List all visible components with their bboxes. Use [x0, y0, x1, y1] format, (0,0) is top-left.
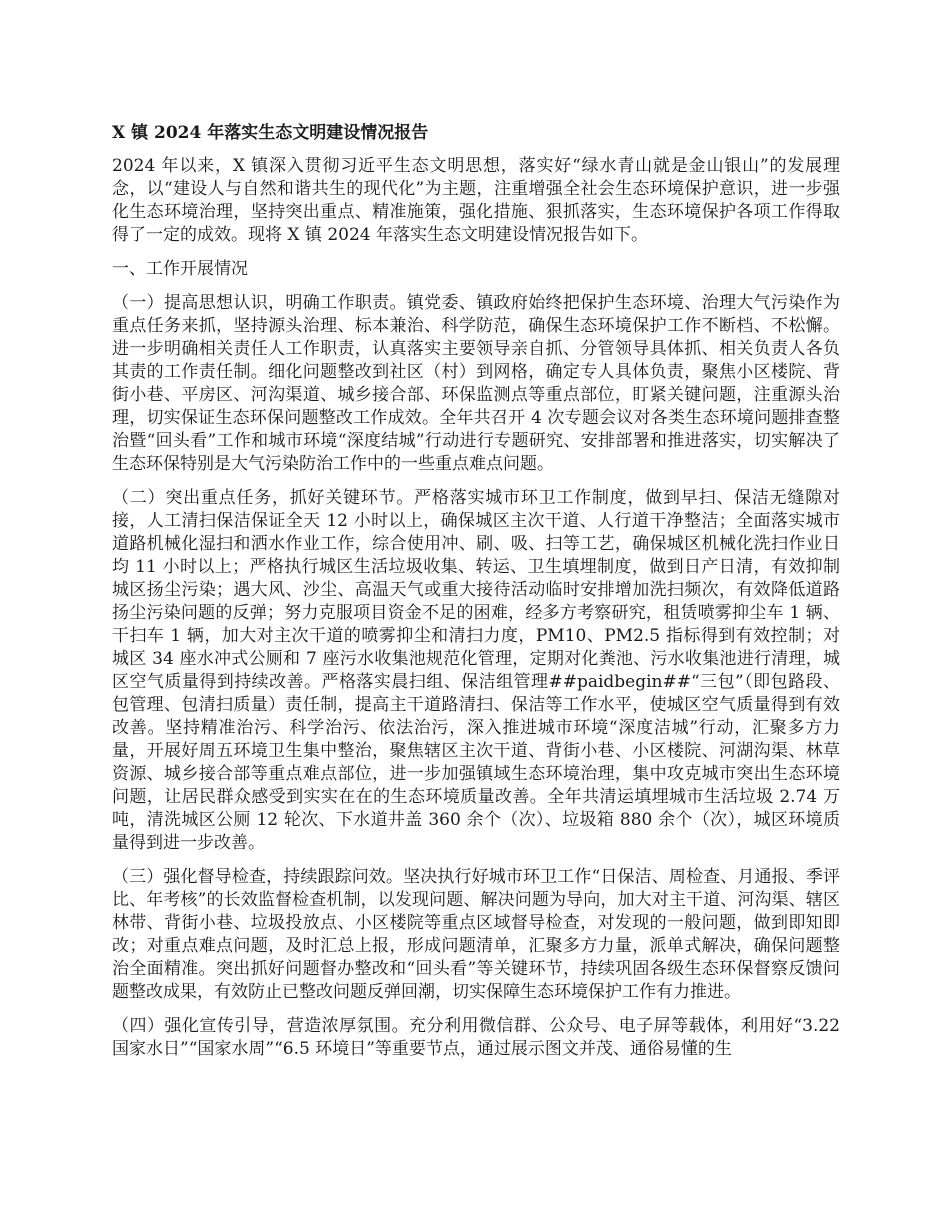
paragraph-4: （四）强化宣传引导，营造浓厚氛围。充分利用微信群、公众号、电子屏等载体，利用好“3.22 国家水日”“国家水周”“6.5 环境日”等重要节点，通过展示图文并茂、通俗易懂的生 — [112, 1016, 840, 1059]
paragraph-2: （二）突出重点任务，抓好关键环节。严格落实城市环卫工作制度，做到早扫、保洁无缝隙对接，人工清扫保洁保证全天 12 小时以上，确保城区主次干道、人行道干净整洁；全面落实城市道路机械化湿扫和洒水作业工作，综合使用冲、刷、吸、扫等工艺，确保城区机械化洗扫作业日均 11 小时以上；严格执行城区生活垃圾收集、转运、卫生填埋制度，做到日产日清，有效抑制城区扬尘污染；遇大风、沙尘、高温天气或重大接待活动临时安排增加洗扫频次，有效降低道路扬尘污染问题的反弹；努力克服项目资金不足的困难，经多方考察研究，租赁喷雾抑尘车 1 辆、干扫车 1 辆，加大对主次干道的喷雾抑尘和清扫力度，PM10、PM2.5 指标得到有效控制；对城区 34 座水冲式公厕和 7 座污水收集池规范化管理，定期对化粪池、污水收集池进行清理，城区空气质量得到持续改善。严格落实晨扫组、保洁组管理##paidbegin##“三包”（即包路段、包管理、包清扫质量）责任制，提高主干道路清扫、保洁等工作水平，使城区空气质量得到有效改善。坚持精准治污、科学治污、依法治污，深入推进城市环境“深度洁城”行动，汇聚多方力量，开展好周五环境卫生集中整治，聚焦辖区主次干道、背街小巷、小区楼院、河湖沟渠、林草资源、城乡接合部等重点难点部位，进一步加强镇域生态环境治理，集中攻克城市突出生态环境问题，让居民群众感受到实实在在的生态环境质量改善。全年共清运填埋城市生活垃圾 2.74 万吨，清洗城区公厕 12 轮次、下水道井盖 360 余个（次）、垃圾箱 880 余个（次），城区环境质量得到进一步改善。 — [112, 488, 840, 853]
paragraph-1: （一）提高思想认识，明确工作职责。镇党委、镇政府始终把保护生态环境、治理大气污染作为重点任务来抓，坚持源头治理、标本兼治、科学防范，确保生态环境保护工作不断档、不松懈。进一步明确相关责任人工作职责，认真落实主要领导亲自抓、分管领导具体抓、相关负责人各负其责的工作责任制。细化问题整改到社区（村）到网格，确定专人具体负责，聚焦小区楼院、背街小巷、平房区、河沟渠道、城乡接合部、环保监测点等重点部位，盯紧关键问题，注重源头治理，切实保证生态环保问题整改工作成效。全年共召开 4 次专题会议对各类生态环境问题排查整治暨“回头看”工作和城市环境“深度结城”行动进行专题研究、安排部署和推进落实，切实解决了生态环保特别是大气污染防治工作中的一些重点难点问题。 — [112, 293, 840, 474]
document-body — [112, 122, 840, 1072]
paragraph-3: （三）强化督导检查，持续跟踪问效。坚决执行好城市环卫工作“日保洁、周检查、月通报、季评比、年考核”的长效监督检查机制，以发现问题、解决问题为导向，加大对主干道、河沟渠、辖区林带、背街小巷、垃圾投放点、小区楼院等重点区域督导检查，对发现的一般问题，做到即知即改；对重点难点问题，及时汇总上报，形成问题清单，汇聚多方力量，派单式解决，确保问题整治全面精准。突出抓好问题督办整改和“回头看”等关键环节，持续巩固各级生态环保督察反馈问题整改成果，有效防止已整改问题反弹回潮，切实保障生态环境保护工作有力推进。 — [112, 867, 840, 1002]
intro-paragraph: 2024 年以来，X 镇深入贯彻习近平生态文明思想，落实好“绿水青山就是金山银山”的发展理念，以“建设人与自然和谐共生的现代化”为主题，注重增强全社会生态环境保护意识，进一步强化生态环境治理，坚持突出重点、精准施策，强化措施、狠抓落实，生态环境保护各项工作得取得了一定的成效。现将 X 镇 2024 年落实生态文明建设情况报告如下。 — [112, 156, 840, 245]
document-title: X 镇 2024 年落实生态文明建设情况报告 — [112, 123, 429, 143]
section-heading: 一、工作开展情况 — [112, 259, 248, 279]
